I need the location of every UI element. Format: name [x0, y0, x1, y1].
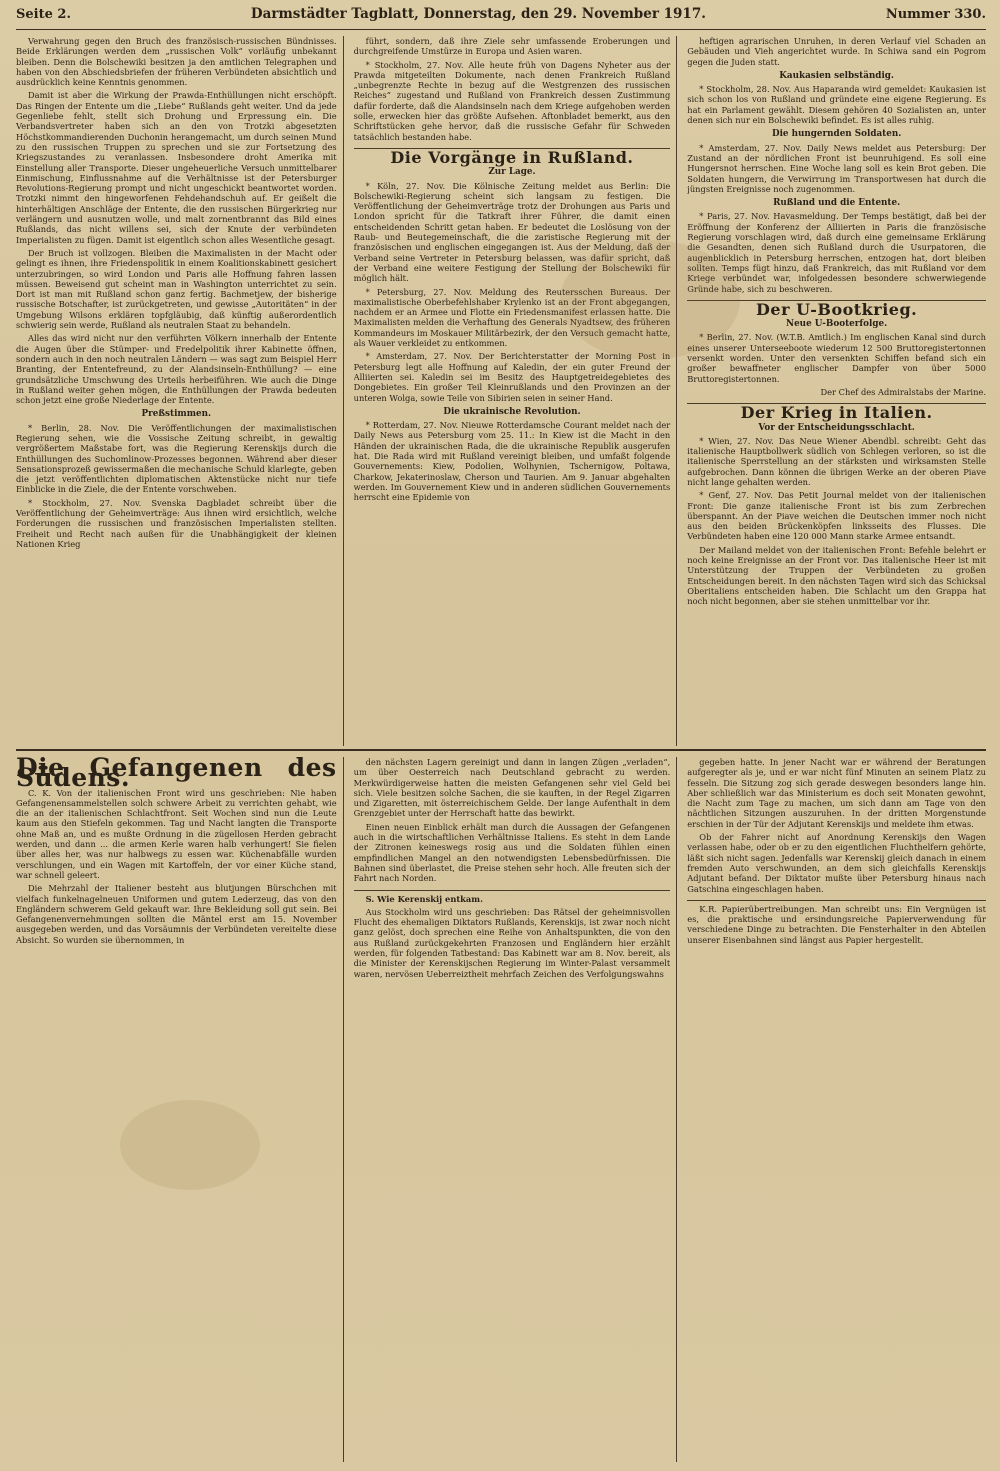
- feature-headline: Die Gefangenen des Südens.: [16, 757, 337, 793]
- article-paragraph: C. K. Von der italienischen Front wird uns geschrieben: Nie haben Gefangenensammelstellen solch schwere Arbeit zu verrichten gehabt, wie die an der italienischen Schlachtfront. Seit Wochen sind nun die Leute kaum aus den Stiefeln gekommen. Tag und Nacht langten die Transporte ohne Maß an, und es mußte Ordnung in die zügellosen Herden gebracht werden, und dann ... die armen Kerle waren halb verhungert! Sie fielen über alles her, was nur halbwegs zu essen war. Küchenabfälle wurden verschlungen, und ein Wagen mit Kartoffeln, der vor einer Küche stand, war schnell geleert.: [16, 787, 337, 880]
- article-headline: Der U-Bootkrieg.: [687, 300, 986, 315]
- article-paragraph: Die Mehrzahl der Italiener besteht aus blutjungen Bürschchen mit vielfach funkelnagelneuen Uniformen und gutem Lederzeug, das von den Engländern schwerem Geld gekauft war. Ihre Bekleidung soll gut sein. Bei Gefangenenvernehmungen sollten die Mäntel erst am 15. November ausgegeben werden, und das Vorsäumnis der Verbündeten vereitelte diese Absicht. So wurden sie übernommen, in: [16, 883, 337, 945]
- bottom-column-1: [16, 757, 344, 1462]
- article-signature: Der Chef des Admiralstabs der Marine.: [820, 386, 986, 397]
- article-paragraph: * Paris, 27. Nov. Havasmeldung. Der Temps bestätigt, daß bei der Eröffnung der Konferenz der Alliierten in Paris die französische Regierung vorschlagen wird, daß durch eine gemeinsame Erklärung die Gesandten, denen sich Rußland durch die Usurpatoren, die augenblicklich in Petersburg herrschen, entzogen hat, dort bleiben sollten. Temps fügt hinzu, daß Frankreich, das mit Rußland vor dem Kriege verbündet war, infolgedessen besondere schwerwiegende Gründe habe, sich zu beschweren.: [687, 211, 986, 294]
- article-paragraph: Aus Stockholm wird uns geschrieben: Das Rätsel der geheimnisvollen Flucht des ehemaligen Diktators Rußlands, Kerenskijs, ist zwar noch nicht ganz gelöst, doch sprechen eine Reihe von Anhaltspunkten, die von den aus Rußland zurückgekehrten Franzosen und Engländern hier erzählt werden, für folgenden Tatbestand: Das Kabinett war am 8. Nov. bereit, als die Minister der Kerenskijschen Regierung im Winter-Palast versammelt waren, nervösen Ueberreiztheit mehrfach Zeichen des Verfolgungswahns: [353, 906, 671, 979]
- article-paragraph: * Stockholm, 28. Nov. Aus Haparanda wird gemeldet: Kaukasien ist sich schon los von Rußland und gründete eine eigene Regierung. Es hat ein Parlament gewählt. Diesem gehören 40 Sozialisten an, unter denen sich nur ein Bolschewiki befindet. Es ist alles ruhig.: [687, 84, 986, 126]
- column-1: [16, 36, 344, 746]
- article-paragraph: * Petersburg, 27. Nov. Meldung des Reutersschen Bureaus. Der maximalistische Oberbefehlshaber Krylenko ist an der Front abgegangen, nachdem er an Armee und Flotte ein Friedensmanifest erlassen hatte. Die Maximalisten melden die Verhaftung des Generals Nyadtsew, des früheren Kommandeurs im Moskauer Militärbezirk, der den Versuch gemacht hatte, als Wauer verkleidet zu entkommen.: [353, 286, 671, 349]
- article-paragraph: * Berlin, 27. Nov. (W.T.B. Amtlich.) Im englischen Kanal sind durch eines unserer Unterseeboote wiederum 12 500 Bruttoregistertonnen versenkt worden. Unter den versenkten Schiffen befand sich ein großer bewaffneter englischer Dampfer von über 5000 Bruttoregistertonnen.: [687, 332, 986, 384]
- article-paragraph: * Wien, 27. Nov. Das Neue Wiener Abendbl. schreibt: Geht das italienische Hauptbollwerk südlich von Schlegen verloren, so ist die italienische Sperrstellung an der stärksten und wirksamsten Stelle aufgebrochen. Dann können die übrigen Werke an der oberen Piave nicht lange gehalten werden.: [687, 435, 986, 487]
- paper-note: [687, 900, 986, 945]
- article-paragraph: Verwahrung gegen den Bruch des französisch-russischen Bündnisses. Beide Erklärungen werden dem „russischen Volk“ vorläufig unbekannt bleiben. Denn die Bolschewiki besitzen ja den amtlichen Telegraphen und haben von den Abschiedsbriefen der früheren Verbündeten absichtlich und ausdrücklich keine Kenntnis genommen.: [16, 36, 337, 88]
- column-3: [687, 36, 986, 746]
- article-paragraph: * Berlin, 28. Nov. Die Veröffentlichungen der maximalistischen Regierung sehen, wie die Vossische Zeitung schreibt, in gewaltig vergrößertem Maßstabe fort, was die Regierung Kerenskijs durch die Enthüllungen des Suchomlinow-Prozesses begonnen. Während aber dieser Sensationsprozeß gewissermaßen die mechanische Schuld klarlegte, geben die jetzt veröffentlichten diplomatischen Aktenstücke nicht nur tiefe Einblicke in die Ziele, die der Entente vorschweben.: [16, 422, 337, 495]
- section-heading: Rußland und die Entente.: [773, 198, 901, 209]
- masthead: [16, 6, 986, 30]
- article-paragraph: * Köln, 27. Nov. Die Kölnische Zeitung meldet aus Berlin: Die Bolschewiki-Regierung scheint sich langsam zu festigen. Die Veröffentlichung der Geheimverträge trotz der Drohungen aus Paris und London spricht für die Tatkraft ihrer Führer, die damit einen entscheidenden Schritt getan haben. Er bedeutet die Loslösung von der Raub- und Beutegemeinschaft, die die zaristische Regierung mit der französischen und englischen eingegangen ist. Aus der Meldung, daß der Verband seine Vertreter in Petersburg belassen, was dafür spricht, daß der Verband eine weitere Festigung der Stellung der Bolschewiki für möglich hält.: [353, 180, 671, 284]
- article-paragraph: führt, sondern, daß ihre Ziele sehr umfassende Eroberungen und durchgreifende Umstürze in Europa und Asien waren.: [353, 36, 671, 57]
- bottom-column-2: [354, 757, 678, 1462]
- article-paragraph: * Amsterdam, 27. Nov. Der Berichterstatter der Morning Post in Petersburg legt alle Hoffnung auf Kaledin, der ein guter Freund der Alliierten sei. Kaledin sei im Besitz des Hauptgetreidegebietes des Dongebietes. Ein großer Teil Kleinrußlands und den Provinzen an der unteren Wolga, sowie Teile von Sibirien seien in seiner Hand.: [353, 351, 671, 403]
- article-paragraph: * Rotterdam, 27. Nov. Nieuwe Rotterdamsche Courant meldet nach der Daily News aus Petersburg vom 25. 11.: In Kiew ist die Macht in den Händen der ukrainischen Rada, die die ukrainische Republik ausgerufen hat. Die Rada wird mit Rußland vereinigt bleiben, und umfaßt folgende Gouvernements: Kiew, Podolien, Wolhynien, Tschernigow, Poltawa, Charkow, Jekaterinoslaw, Cherson und Taurien. Am 9. Januar abgehalten werden. Im Gouvernement Kiew und in anderen südlichen Gouvernements herrscht eine Epidemie von: [353, 420, 671, 503]
- article-paragraph: * Stockholm, 27. Nov. Svenska Dagbladet schreibt über die Veröffentlichung der Geheimverträge: Aus ihnen wird ersichtlich, welche Forderungen die russischen und französischen Imperialisten stellten. Freiheit und Recht nach außen für die Unabhängigkeit der kleinen Nationen Krieg: [16, 497, 337, 549]
- kerenskij-article: [354, 890, 671, 979]
- section-heading: Preßstimmen.: [141, 409, 212, 420]
- article-paragraph: Alles das wird nicht nur den verführten Völkern innerhalb der Entente die Augen über die Stümper- und Fredelpolitik ihrer Kabinette öffnen, sondern auch in den noch neutralen Ländern — was sagt zum Beispiel Herr Branting, der Ententefreund, zu der Alandsinseln-Enthüllung? — eine grundsätzliche Umschwung des Urteils herbeiführen. Wie auch die Dinge in Rußland weiter gehen mögen, die Enthüllungen der Prawda bedeuten schon jetzt eine große Niederlage der Entente.: [16, 333, 337, 406]
- section-heading: Kaukasien selbständig.: [779, 70, 894, 81]
- article-paragraph: gegeben hatte. In jener Nacht war er während der Beratungen aufgeregter als je, und er war nicht fünf Minuten an seinem Platz zu fesseln. Die Sitzung zog sich gerade deswegen besonders lange hin. Aber schließlich war das Ministerium es doch seit Monaten gewohnt, die Nacht zum Tage zu machen, um sich dann am Tage von den nächtlichen Sitzungen auszuruhen. In der dritten Morgenstunde erschien in der Tür der Adjutant Kerenskijs und meldete ihm etwas.: [687, 757, 986, 829]
- article-subheading: Zur Lage.: [488, 167, 536, 178]
- top-section: [16, 36, 986, 746]
- article-paragraph: Damit ist aber die Wirkung der Prawda-Enthüllungen nicht erschöpft. Das Ringen der Entente um die „Liebe“ Rußlands geht weiter. Und da jede Gegenliebe fehlt, stellt sich Drohung und Erpressung ein. Die Verbandsvertreter haben sich an den von Trotzki abgesetzten Höchstkommandierenden Duchonin herangemacht, um durch seinen Mund zu den russischen Truppen zu sprechen und sie zur Fortsetzung des Kriegszustandes zu veranlassen. Insbesondere droht Amerika mit Einstellung aller Transporte. Dieser ungeheuerliche Versuch unmittelbarer Einmischung, Einflussnahme auf die Verhältnisse ist der Petersburger Revolutions-Regierung prompt und nicht ungeschickt beantwortet worden. Trotzki nimmt den hingeworfenen Fehdehandschuh auf. Er geißelt die hinterhältigen Anschläge der Entente, die den russischen Bürgerkrieg nur verlängern und ausnutzen wolle, und malt zornentbrannt das Bild eines Rußlands, das nicht willens sei, sich der Knute der verbündeten Imperialisten zu fügen. Damit ist eigentlich schon alles Wesentliche gesagt.: [16, 90, 337, 245]
- column-2: [354, 36, 678, 746]
- article-paragraph: Der Bruch ist vollzogen. Bleiben die Maximalisten in der Macht oder gelingt es ihnen, ihre Friedenspolitik in einem Koalitionskabinett gesichert unterzubringen, so wird London und Paris alle Hoffnung fahren lassen müssen. Beweisend gut scheint man in Washington unterrichtet zu sein. Dort ist man mit Rußland schon ganz fertig. Bachmetjew, der bisherige russische Botschafter, ist zurückgetreten, und gewisse „Autoritäten“ in der Umgebung Wilsons erklären topfgläubig, daß künftig außerordentlich schwierig sein werde, Rußland als neutralen Staat zu behandeln.: [16, 247, 337, 331]
- article-paragraph: * Genf, 27. Nov. Das Petit Journal meldet von der italienischen Front: Die ganze italienische Front ist bis zum Zerbrechen überspannt. An der Piave weichen die Deutschen immer noch nicht aus den beiden Brückenköpfen linksseits des Flusses. Die Verbündeten haben eine 120 000 Mann starke Armee entsandt.: [687, 490, 986, 542]
- section-heading: Die hungernden Soldaten.: [771, 129, 902, 140]
- newspaper-title: Darmstädter Tagblatt, Donnerstag, den 29. November 1917.: [250, 6, 706, 22]
- article-paragraph: den nächsten Lagern gereinigt und dann in langen Zügen „verladen“, um über Oesterreich nach Deutschland gebracht zu werden. Merkwürdigerweise hatten die meisten Gefangenen sehr viel Geld bei sich. Viele besitzen solche Sachen, die sie kauften, in der Regel Zigarren und Zigaretten, mit österreichischem Gelde. Der lange Aufenthalt in dem Grenzgebiet unter der Herrschaft hatte das bewirkt.: [353, 757, 671, 819]
- article-paragraph: * Stockholm, 27. Nov. Alle heute früh von Dagens Nyheter aus der Prawda mitgeteilten Dokumente, nach denen Frankreich Rußland „unbegrenzte Rechte in bezug auf die Westgrenzen des russischen Reiches“ zugestand und Rußland von Frankreich dessen Zustimmung dafür forderte, daß die Alandsinseln nach dem Kriege aufgehoben werden solle, erwecken hier das größte Aufsehen. Aftonbladet bemerkt, aus den Schriftstücken gehe hervor, daß die russische Gefahr für Schweden tatsächlich bestanden habe.: [353, 59, 671, 142]
- article-paragraph: * Amsterdam, 27. Nov. Daily News meldet aus Petersburg: Der Zustand an der nördlichen Front ist beunruhigend. Es soll eine Hungersnot herrschen. Eine Woche lang soll es kein Brot geben. Die Soldaten hungern, die Verwirrung im Transportwesen hat durch die jüngsten Ereignisse noch zugenommen.: [687, 142, 986, 194]
- article-paragraph: K.R. Papierübertreibungen. Man schreibt uns: Ein Vergnügen ist es, die praktische und ersindungsreiche Papierverwendung für verschiedene Dinge zu betrachten. Die Fensterhalter in den Abteilen unserer Eisenbahnen sind längst aus Papier hergestellt.: [687, 903, 986, 945]
- article-paragraph: Der Mailand meldet von der italienischen Front: Befehle belehrt er noch keine Ereignisse an der Front vor. Das italienische Heer ist mit Unterstützung der Truppen der Verbündeten zu großen Entscheidungen bereit. In den nächsten Tagen wird sich das Schicksal Oberitaliens entscheiden haben. Die Schlacht um den Grappa hat noch nicht begonnen, aber sie stehen unmittelbar vor ihr.: [687, 544, 986, 607]
- article-headline: Die Vorgänge in Rußland.: [354, 148, 671, 163]
- article-paragraph: Ob der Fahrer nicht auf Anordnung Kerenskijs den Wagen verlassen habe, oder ob er zu den eigentlichen Fluchthelfern gehörte, läßt sich nicht sagen. Jedenfalls war Kerenskij gleich danach in einem fremden Auto verschwunden, an dem sich gleichfalls Kerenskijs Adjutant befand. Der Diktator mußte über Petersburg hinaus nach Gatschina eingeschlagen haben.: [687, 832, 986, 894]
- bottom-column-3: [687, 757, 986, 1462]
- article-subheading: Neue U-Booterfolge.: [786, 319, 888, 330]
- bottom-section: [16, 757, 986, 1462]
- article-paragraph: Einen neuen Einblick erhält man durch die Aussagen der Gefangenen auch in die wirtschaftlichen Verhältnisse Italiens. Es steht in dem Lande der Zitronen keineswegs rosig aus und die Soldaten fühlen einen empfindlichen Mangel an den notwendigsten Lebensbedürfnissen. Die Bahnen sind überlastet, die Preise stehen sehr hoch. Alle freuten sich der Fahrt nach Norden.: [353, 821, 671, 884]
- section-divider: [16, 749, 986, 751]
- article-subheading: Vor der Entscheidungsschlacht.: [758, 422, 915, 433]
- issue-number: Nummer 330.: [885, 7, 986, 22]
- page-label: Seite 2.: [16, 7, 71, 22]
- article-heading-inline: S. Wie Kerenskij entkam.: [365, 893, 483, 904]
- article-paragraph: heftigen agrarischen Unruhen, in deren Verlauf viel Schaden an Gebäuden und Vieh angerichtet wurde. In Schiwa sand ein Pogrom gegen die Juden statt.: [687, 36, 986, 67]
- article-headline: Der Krieg in Italien.: [687, 403, 986, 418]
- section-heading: Die ukrainische Revolution.: [443, 406, 581, 417]
